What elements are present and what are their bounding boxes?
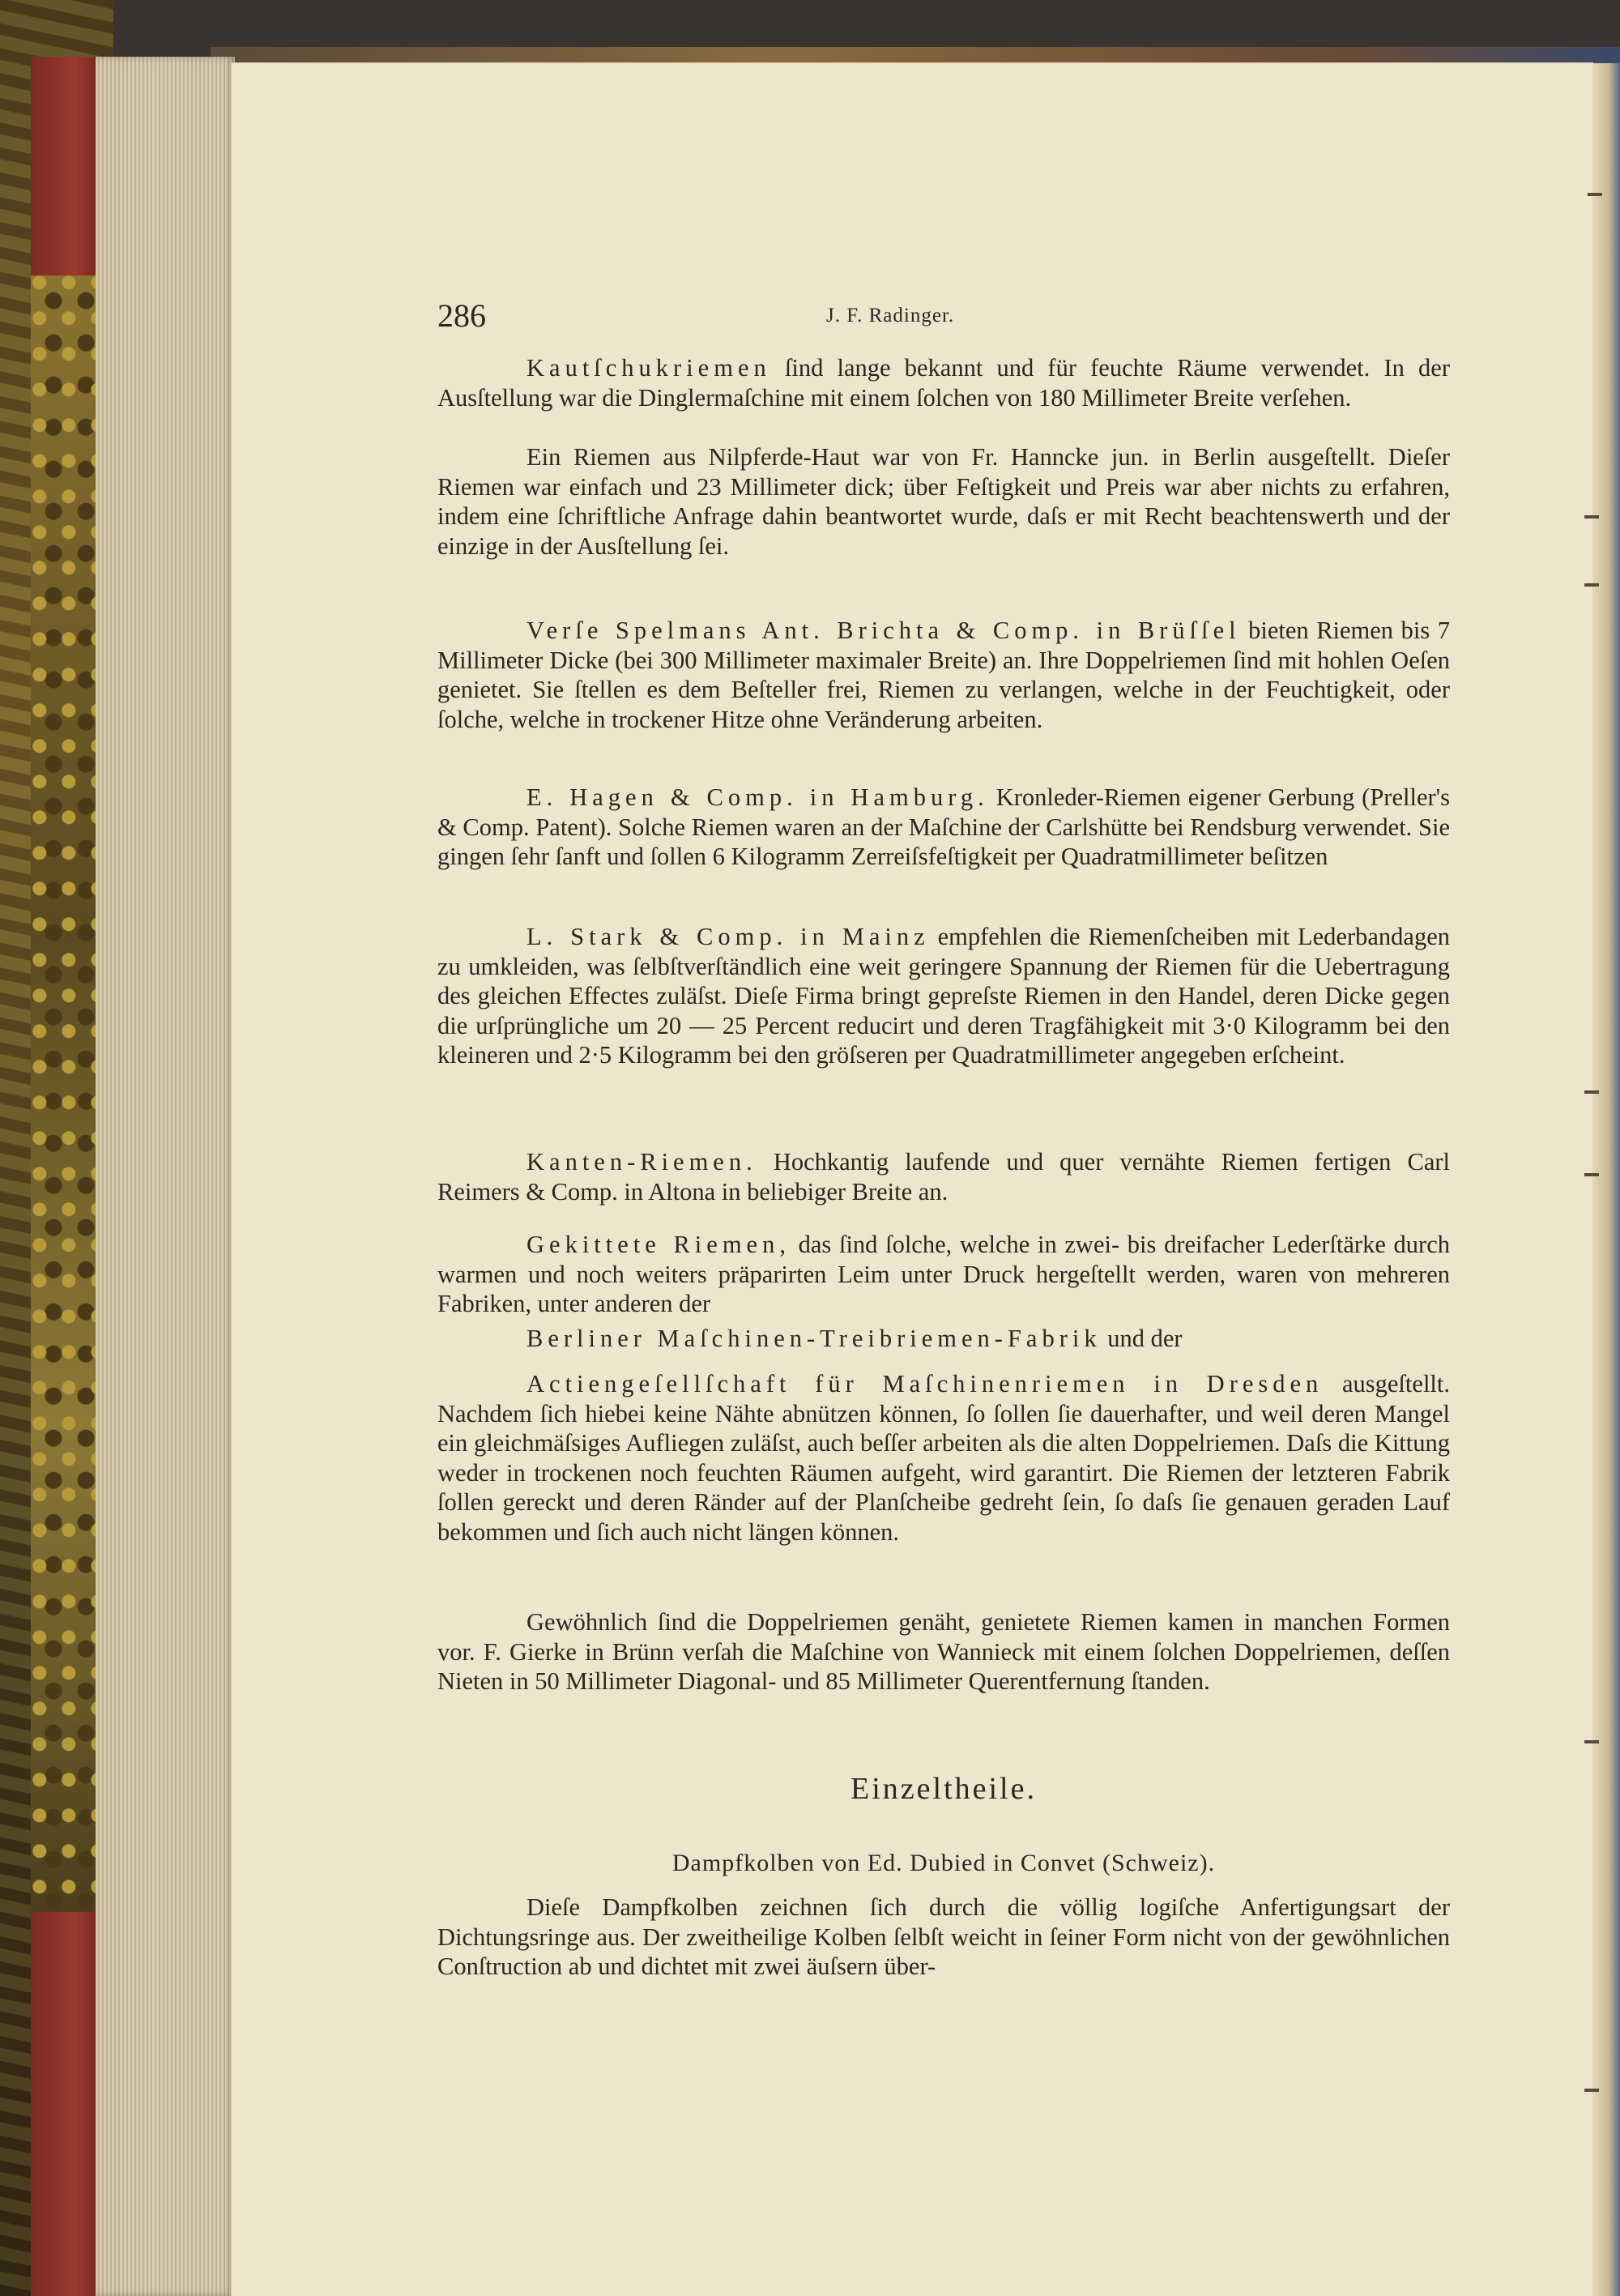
margin-mark [1584, 1173, 1599, 1176]
page-stack-edge [96, 57, 235, 2296]
binding-red-band-top [31, 57, 105, 275]
binding-marbled-paper [31, 275, 105, 1912]
spaced-lead: Berliner Maſchinen-Treibriemen-Fabrik [526, 1325, 1102, 1352]
paragraph: Kanten-Riemen. Hochkantig laufende und quer vernähte Riemen fertigen Carl Reimers & Comp. in Altona in beliebiger Breite an. [437, 1148, 1450, 1206]
margin-mark [1588, 193, 1602, 196]
paragraph: Berliner Maſchinen-Treibriemen-Fabrik und der [526, 1325, 1183, 1352]
paragraph: Gewöhnlich ſind die Doppelriemen genäht, genietete Riemen kamen in manchen Formen vor. F. Gierke in Brünn verſah die Maſchine von Wannieck mit einem ſolchen Doppelriemen, deſſen Nieten in 50 Millimeter Diagonal- und 85 Millimeter Querentfernung ſtanden. [437, 1608, 1450, 1696]
paragraph: Gekittete Riemen, das ſind ſolche, welche in zwei- bis dreifacher Lederſtärke durch warmen und noch weiters präparirten Leim unter Druck hergeſtellt werden, waren von mehreren Fabriken, unter anderen der [437, 1231, 1450, 1318]
spaced-lead: Gekittete Riemen, [526, 1231, 791, 1258]
spaced-lead: Actiengeſellſchaft für Maſchinenriemen in Dresden [526, 1370, 1324, 1398]
spaced-lead: Kanten-Riemen. [526, 1148, 757, 1176]
page-number: 286 [437, 297, 486, 334]
paragraph: Ein Riemen aus Nilpferde-Haut war von Fr. Hanncke jun. in Berlin ausgeſtellt. Dieſer Riemen war einfach und 23 Millimeter dick; über Feſtigkeit und Preis war aber nichts zu erfahren, indem eine ſchriftliche Anfrage dahin beantwortet wurde, daſs er mit Recht beachtenswerth und der einzige in der Ausſtellung ſei. [437, 443, 1450, 560]
running-title: J. F. Radinger. [826, 305, 955, 326]
page-right-edge [1592, 63, 1620, 2296]
paragraph: L. Stark & Comp. in Mainz empfehlen die Riemenſcheiben mit Lederbandagen zu umkleiden, was ſelbſtverſtändlich eine weit geringere Spannung der Riemen für die Uebertragung des gleichen Effectes zuläſst. Dieſe Firma bringt gepreſste Riemen in den Handel, deren Dicke gegen die urſprüngliche um 20 — 25 Percent reducirt und deren Tragfähigkeit mit 3·0 Kilogramm bei den kleineren und 2·5 Kilogramm bei den gröſseren per Quadratmillimeter angegeben erſcheint. [437, 923, 1450, 1069]
margin-mark [1584, 515, 1599, 519]
paragraph: E. Hagen & Comp. in Hamburg. Kronleder-Riemen eigener Gerbung (Preller's & Comp. Patent). Solche Riemen waren an der Maſchine der Carlshütte bei Rendsburg verwendet. Sie gingen ſehr ſanft und ſollen 6 Kilogramm Zerreiſsfeſtigkeit per Quadratmillimeter beſitzen [437, 783, 1451, 871]
binding-red-band-bottom [31, 1912, 105, 2296]
spaced-lead: E. Hagen & Comp. in Hamburg. [526, 783, 989, 811]
margin-mark [1584, 1090, 1599, 1094]
paragraph: Verſe Spelmans Ant. Brichta & Comp. in Brüſſel bieten Riemen bis 7 Millimeter Dicke (bei 300 Millimeter maximaler Breite) an. Ihre Doppelriemen ſind mit hohlen Oeſen genietet. Sie ſtellen es dem Beſteller frei, Riemen zu verlangen, welche in der Feuchtigkeit, oder ſolche, welche in trockener Hitze ohne Veränderung arbeiten. [437, 617, 1450, 733]
paragraph: Dieſe Dampfkolben zeichnen ſich durch die völlig logiſche Anfertigungsart der Dichtungsringe aus. Der zweitheilige Kolben ſelbſt weicht in ſeiner Form nicht von der gewöhnlichen Conſtruction ab und dichtet mit zwei äuſsern über- [437, 1893, 1450, 1981]
paragraph: Actiengeſellſchaft für Maſchinenriemen in Dresden ausgeſtellt. Nachdem ſich hiebei keine Nähte abnützen können, ſo ſollen ſie dauerhafter, und weil deren Mangel ein gleichmäſsiges Aufliegen zuläſst, auch beſſer arbeiten als die alten Doppelriemen. Daſs die Kittung weder in trockenen noch feuchten Räumen aufgeht, wird garantirt. Die Riemen der letzteren Fabrik ſollen gereckt und deren Ränder auf der Planſcheibe gedreht ſein, ſo daſs ſie genauen geraden Lauf bekommen und ſich auch nicht längen können. [437, 1370, 1450, 1546]
paragraph: Kautſchukriemen ſind lange bekannt und für feuchte Räume verwendet. In der Ausſtellung war die Dinglermaſchine mit einem ſolchen von 180 Millimeter Breite verſehen. [437, 354, 1450, 412]
spaced-lead: Verſe Spelmans Ant. Brichta & Comp. in Brüſſel [526, 617, 1241, 644]
spaced-lead: Kautſchukriemen [526, 354, 771, 382]
margin-mark [1584, 2089, 1599, 2092]
running-head [437, 298, 1450, 334]
subheading: Dampfkolben von Ed. Dubied in Convet (Schweiz). [671, 1850, 1216, 1876]
section-heading: Einzeltheile. [850, 1772, 1037, 1806]
spaced-lead: L. Stark & Comp. in Mainz [526, 923, 930, 950]
margin-mark [1584, 583, 1599, 587]
margin-mark [1584, 1740, 1599, 1743]
